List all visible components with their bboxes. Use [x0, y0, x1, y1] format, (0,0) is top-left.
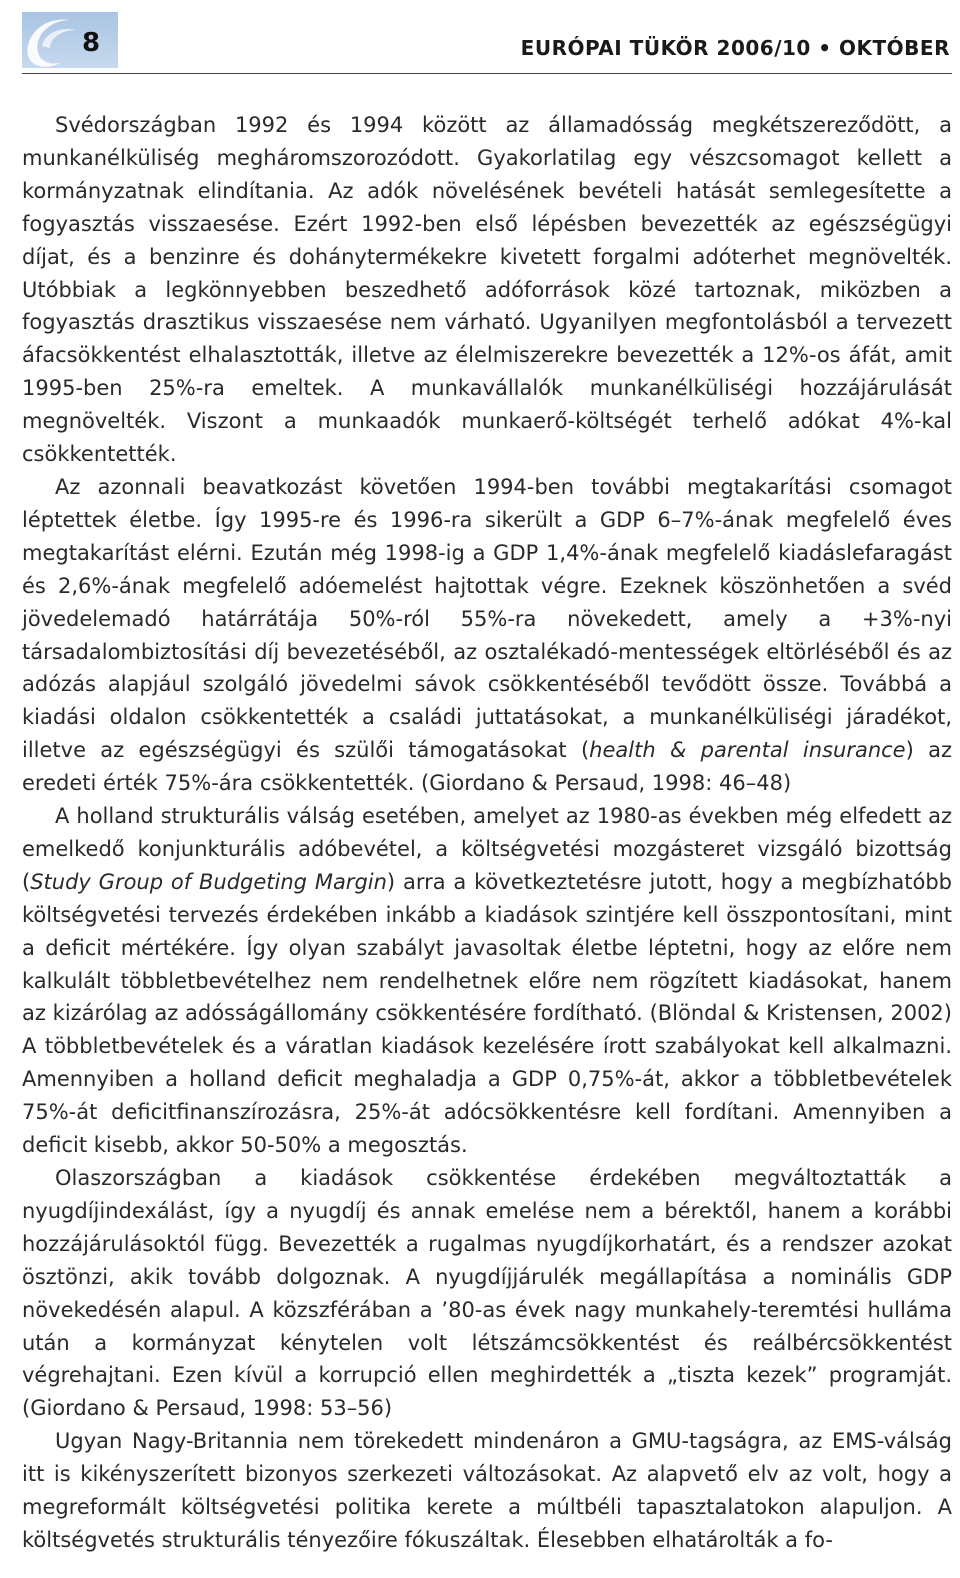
- paragraph-sweden-1: Svédországban 1992 és 1994 között az államadósság megkétszereződött, a munkanélküliség megháromszorozódott. Gyakorlatilag egy vészcsomagot kellett a kormányzatnak elindítania. Az adók növelésének bevételi hatását semlegesítette a fogyasztás visszaesése. Ezért 1992-ben első lépésben bevezették az egészségügyi díjat, és a benzinre és dohánytermékekre kivetett forgalmi adóterhet megnövelték. Utóbbiak a legkönnyebben beszedhető adóforrások közé tartoznak, miközben a fogyasztás drasztikus visszaesése nem várható. Ugyanilyen megfontolásból a tervezett áfacsökkentést elhalasztották, illetve az élelmiszerekre bevezették a 12%-os áfát, amit 1995-ben 25%-ra emeltek. A munkavállalók munkanélküliségi hozzájárulását megnövelték. Viszont a munkaadók munkaerő-költségét terhelő adókat 4%-kal csökkentették.: [22, 113, 952, 467]
- paragraph-text: ) arra a következtetésre jutott, hogy a megbízhatóbb költségvetési tervezés érdekében inkább a kiadások szintjére kell összpontosítani, mint a deficit mértékére. Így olyan szabályt javasoltak életbe léptetni, hogy az előre nem kalkulált többletbevételhez nem rendelhetnek előre nem rögzített kiadásokat, hanem az kizárólag az adósságállomány csökkentésére fordítható. (Blöndal & Kristensen, 2002) A többletbevételek és a váratlan kiadások kezelésére írott szabályokat kell alkalmazni. Amennyiben a holland deficit meghaladja a GDP 0,75%-át, akkor a többletbevételek 75%-át deficitfinanszírozásra, 25%-át adócsökkentésre kell fordítani. Amennyiben a deficit kisebb, akkor 50-50% a megosztás.: [22, 869, 952, 1158]
- paragraph-netherlands: [22, 800, 952, 1162]
- page-header: [0, 0, 960, 80]
- paragraph-text: Az azonnali beavatkozást követően 1994-ben további megtakarítási csomagot léptettek életbe. Így 1995-re és 1996-ra sikerült a GDP 6–7%-ának megfelelő éves megtakarítást elérni. Ezután még 1998-ig a GDP 1,4%-ának megfelelő kiadáslefaragást és 2,6%-ának megfelelő adóemelést hajtottak végre. Ezeknek köszönhetően a svéd jövedelemadó határrátája 50%-ról 55%-ra növekedett, amely a +3%-nyi társadalombiztosítási díj bevezetéséből, az osztalékadó-mentességek eltörléséből és az adózás alapjául szolgáló jövedelmi sávok csökkentéséből tevődött össze. Továbbá a kiadási oldalon csökkentették a családi juttatásokat, a munkanélküliségi járadékot, illetve az egészségügyi és szülői támogatásokat (: [22, 474, 952, 763]
- italic-term: Study Group of Budgeting Margin: [30, 869, 387, 894]
- paragraph-sweden-2: [22, 471, 952, 800]
- header-divider: [22, 73, 952, 74]
- paragraph-text: ) az eredeti érték 75%-ára csökkentették. (Giordano & Persaud, 1998: 46–48): [22, 738, 952, 796]
- page-number: 8: [82, 28, 101, 58]
- journal-logo: [22, 12, 118, 68]
- article-body: [22, 109, 952, 1557]
- italic-term: health & parental insurance: [589, 738, 906, 763]
- journal-title: EURÓPAI TÜKÖR 2006/10 • OKTÓBER: [520, 36, 950, 60]
- paragraph-uk: Ugyan Nagy-Britannia nem törekedett mindenáron a GMU-tagságra, az EMS-válság itt is kikényszerített bizonyos szerkezeti változásokat. Az alapvető elv az volt, hogy a megreformált költségvetési politika kerete a múltbéli tapasztalatokon alapuljon. A költségvetés strukturális tényezőire fókuszáltak. Élesebben elhatárolták a fo-: [22, 1429, 952, 1552]
- paragraph-italy: Olaszországban a kiadások csökkentése érdekében megváltoztatták a nyugdíjindexálást, így a nyugdíj és annak emelése nem a bérektől, hanem a korábbi hozzájárulásoktól függ. Bevezették a rugalmas nyugdíjkorhatárt, és a rendszer azokat ösztönzi, akik tovább dolgoznak. A nyugdíjjárulék megállapítása a nominális GDP növekedésén alapul. A közszférában a ’80-as évek nagy munkahely-teremtési hulláma után a kormányzat kénytelen volt létszámcsökkentést és reálbércsökkentést végrehajtani. Ezen kívül a korrupció ellen meghirdették a „tiszta kezek” programját. (Giordano & Persaud, 1998: 53–56): [22, 1166, 952, 1421]
- paragraph-text: A holland strukturális válság esetében, amelyet az 1980-as években még elfedett az emelkedő konjunkturális adóbevétel, a költségvetési mozgásteret vizsgáló bizottság (: [22, 804, 952, 894]
